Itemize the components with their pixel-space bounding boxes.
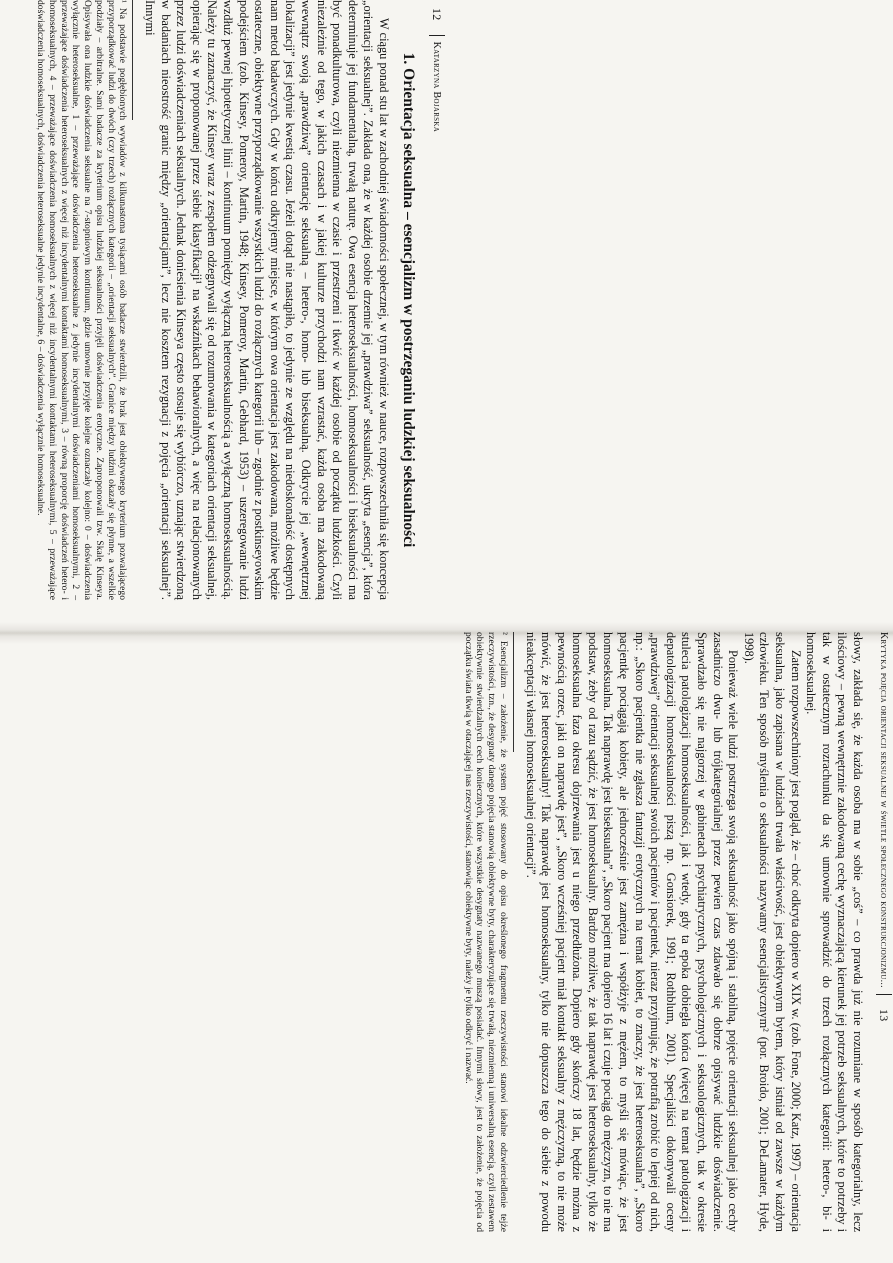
right-running-head-title: Krytyka pojęcia orientacji seksualnej w świetle społecznego konstrukcjonizmu...: [878, 632, 890, 988]
left-footnote: ¹ Na podstawie pogłębionych wywiadów z kilkunastoma tysiącami osób badacze stwierdzili, że brak jest obiektywnego kryterium pozwalającego przyporządkować ludzi do dwóch (czy trzech) rozłącznych kategorii – „orientacji seksualnych”. Granice między ludźmi okazały się płynne, a wszelkie podziały – arbitralne. Sami badacze za kryterium opisu ludzkiej seksualności przyjęli doświadczenia erotyczne. Zaproponowali tzw. Skalę Kinseya. Opisywała ona ludzkie doświadczenia seksualne na 7-stopniowym kontinuum, gdzie umownie przyjęte kolejne oznaczały kolejno: 0 – doświadczenia wyłącznie heteroseksualne, 1 – przeważające doświadczenia heteroseksualne z jedynie incydentalnymi doświadczeniami homoseksualnymi, 2 – przeważające doświadczenia heteroseksualnych z więcej niż incydentalnymi kontaktami homoseksualnymi, 3 – równą proporcję doświadczeń hetero- i homoseksualnych, 4 – przeważające doświadczenia homoseksualnych z więcej niż incydentalnymi kontaktami heteroseksualnymi, 5 – przeważające doświadczenia homoseksualnych, doświadczenia heteroseksualne jedynie incydentalne, 6 – doświadczenia wyłącznie homoseksualne.: [34, 0, 129, 600]
footnote-rule: [513, 632, 514, 752]
right-footnote: ² Esencjalizm – założenie, że system pojęć stosowany do opisu określonego fragmentu rzeczywistości stanowi idealne odzwierciedlenie tejże rzeczywistości, tzn., że desygnaty danego pojęcia stanowią obiektywne byty, charakteryzujące się trwałą, niezmienną i uniwersalną esencją, czyli zestawem obiektywnie stwierdzalnych cech koniecznych, które wszystkie desygnaty nazwanego muszą posiadać. Innymi słowy, jest to założenie, że pojęcia od początku świata tkwią w otaczającej nas rzeczywistości, stanowiąc obiektywne byty, należy je tylko odkryć i nazwać.: [462, 632, 509, 1232]
right-paragraph-3: Ponieważ wiele ludzi postrzega swoją seksualność jako spójną i stabilną, pojęcie orientacji seksualnej jako cechy zasadniczo dwu- lub trójkategorialnej przez pewien czas zdawało się dobrze opisywać ludzkie doświadczenie. Sprawdzało się nie najgorzej w gabinetach psychiatrycznych, psychologicznych i seksuologicznych, tak w okresie stulecia patologizacji homoseksualności, jak i wtedy, gdy ta epoka dobiegła końca (więcej na temat patologizacji i depatologizacji homoseksualności piszą np. Gonsiorek, 1991; Rothblum, 2001). Specjaliści dokonywali oceny „prawdziwej” orientacji seksualnej swoich pacjentów i pacjentek, nieraz przyjmując, że potrafią zrobić to lepiej od nich, np.: „Skoro pacjentka nie zgłasza fantazji erotycznych na temat kobiet, to znaczy, że jest heteroseksualna”, „Skoro pacjentkę pociągają kobiety, ale jednocześnie jest zamężna i współżyje z mężem, to myśli się mówiąc, że jest homoseksualna. Tak naprawdę jest biseksualna”, „Skoro pacjent ma dopiero 16 lat i czuje pociąg do mężczyzn, to nie ma podstaw, żeby od razu sądzić, że jest homoseksualny. Bardzo możliwe, że tak naprawdę jest heteroseksualny, tylko że homoseksualna faza okresu dojrzewania jest u niego przedłużona. Dopiero gdy skończy 18 lat, będzie można z pewnością orzec, jaki on naprawdę jest”, „Skoro wcześniej pacjent miał kontakt seksualny z mężczyzną, to nie może mówić, że jest heteroseksualny! Tak naprawdę jest homoseksualny, tylko nie dopuszcza tego do siebie z powodu nieakceptacji własnej homoseksualnej orientacji”.: [523, 632, 741, 1232]
left-running-head: [428, 0, 446, 600]
right-paragraph-1: słowy, zakłada się, że każda osoba ma w sobie „coś” – co prawda już nie rozumiane w sposób kategorialny, lecz ilościowy – pewną wewnętrznie zakodowaną cechę wyznaczającą kierunek jej potrzeb seksualnych, które to potrzeby i tak w ostatecznym rozrachunku da się umownie sprowadzić do trzech rozłącznych kategorii: hetero-, bi- i homoseksualnej.: [804, 632, 865, 1232]
header-divider: [429, 35, 445, 36]
header-divider: [876, 994, 892, 995]
chapter-title: 1. Orientacja seksualna – esencjalizm w postrzeganiu ludzkiej seksualności: [400, 52, 417, 548]
left-paragraph-1: W ciągu ponad stu lat w zachodniej świadomości społecznej, w tym również w nauce, rozpowszechniła się koncepcja „orientacji seksualnej”. Zakłada ona, że w każdej osobie drzemie jej „prawdziwa” seksualność, ukryta „esencja”, która determinuje jej fundamentalną, trwałą naturę. Owa esencja heteroseksualności, homoseksualności i biseksualności ma być ponadkulturowa, czyli niezmienna w czasie i przestrzeni i tkwić w każdej osobie od początku ludzkości. Czyli niezależnie od tego, w jakich czasach i w jakiej kulturze przychodzi nam wzrastać, każda osoba ma zakodowaną wewnątrz swoją „prawdziwą” orientację seksualną – hetero-, homo- lub biseksualną. Odkrycie jej „wewnętrznej lokalizacji” jest jedynie kwestią czasu. Jeżeli dotąd nie nastąpiło, to jedynie ze względu na niedoskonałość dostępnych nam metod badawczych. Gdy w końcu odkryjemy miejsce, w którym owa orientacja jest zakodowana, możliwe będzie ostateczne, obiektywne przyporządkowanie wszystkich ludzi do rozłącznych kategorii lub – zgodnie z postkinseyowskim podejściem (zob. Kinsey, Pomeroy, Martin, 1948; Kinsey, Pomeroy, Martin, Gebhard, 1953) – uszeregowanie ludzi wzdłuż pewnej hipotetycznej linii – kontinuum pomiędzy wyłączną heteroseksualnością a wyłączną homoseksualnością. Należy tu zaznaczyć, że Kinsey wraz z zespołem odżegnywali się od rozumowania w kategoriach orientacji seksualnej, opierając się w proponowanej przez siebie klasyfikacji¹ na wskaźnikach behawioralnych, a więc na relacjonowanych przez ludzi doświadczeniach seksualnych. Jednak doniesienia Kinseya często stosuje się wybiórczo, uznając stwierdzoną w badaniach nieostrość granic między „orientacjami”, lecz nie kosztem rezygnacji z pojęcia „orientacji seksualnej”. Innymi: [143, 0, 391, 600]
left-page-number: 12: [430, 8, 445, 21]
left-page: [6, 0, 446, 620]
left-running-head-author: Katarzyna Bojarska: [431, 41, 443, 133]
right-running-head: [875, 632, 893, 1232]
right-paragraph-2: Zatem rozpowszechniony jest pogląd, że – choć odkryta dopiero w XIX w. (zob. Fone, 2000; Katz, 1997) – orientacja seksualna, jako zapisana w ludziach trwała właściwość, jest obiektywnym bytem, który istniał od zawsze w każdym człowieku. Ten sposób myślenia o seksualności nazywamy esencjalistycznym² (por. Broido, 2001; DeLamater, Hyde, 1998).: [741, 632, 803, 1232]
right-page: [453, 632, 893, 1252]
right-page-number: 13: [877, 1008, 892, 1022]
footnote-rule: [133, 0, 134, 120]
